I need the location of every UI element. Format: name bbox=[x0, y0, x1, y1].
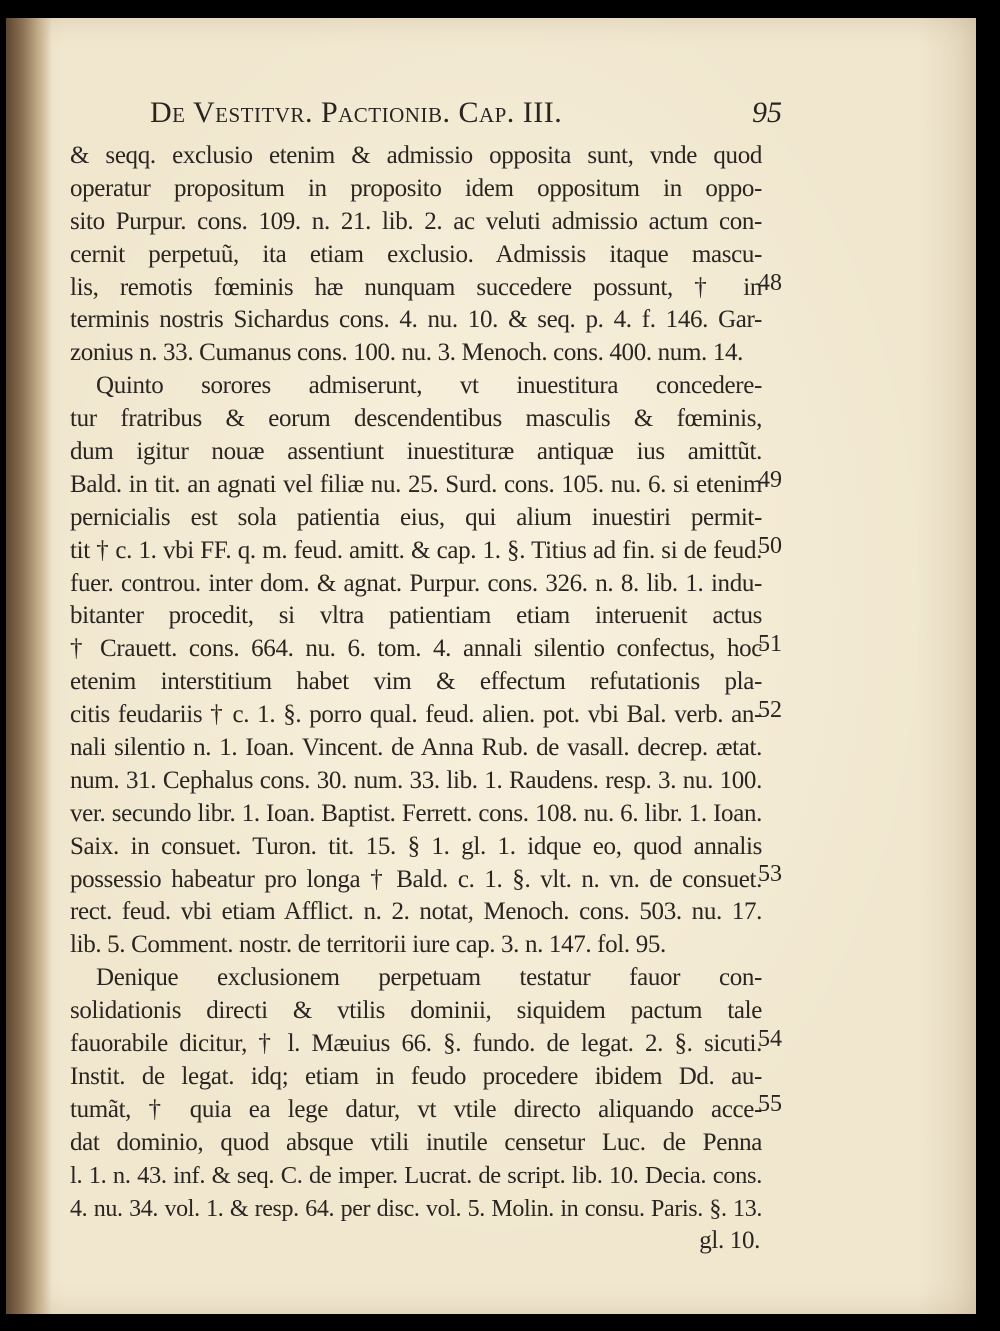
text-line: citis feudariis † c. 1. §. porro qual. feud. alien. pot. vbi Bal. verb. an- bbox=[70, 701, 762, 729]
margin-note: 54 bbox=[758, 1026, 782, 1052]
margin-note: 50 bbox=[758, 533, 782, 559]
text-line: Quinto sorores admiserunt, vt inuestitura concedere- bbox=[96, 372, 762, 400]
text-line: terminis nostris Sichardus cons. 4. nu. 10. & seq. p. 4. f. 146. Gar- bbox=[70, 306, 762, 334]
text-line: Instit. de legat. idq; etiam in feudo procedere ibidem Dd. au- bbox=[70, 1062, 762, 1090]
text-line: solidationis directi & vtilis dominii, siquidem pactum tale bbox=[70, 997, 762, 1025]
text-line: lis, remotis fœminis hæ nunquam succedere possunt, † in bbox=[70, 273, 762, 301]
text-line: lib. 5. Comment. nostr. de territorii iure cap. 3. n. 147. fol. 95. bbox=[70, 931, 666, 959]
book-page bbox=[6, 18, 976, 1314]
text-line: fuer. controu. inter dom. & agnat. Purpur. cons. 326. n. 8. lib. 1. indu- bbox=[70, 569, 762, 597]
text-line: zonius n. 33. Cumanus cons. 100. nu. 3. Menoch. cons. 400. num. 14. bbox=[70, 339, 744, 367]
text-line: dat dominio, quod absque vtili inutile censetur Luc. de Penna bbox=[70, 1128, 762, 1156]
text-line: gl. 10. bbox=[699, 1227, 760, 1255]
text-line: possessio habeatur pro longa † Bald. c. 1. §. vlt. n. vn. de consuet. bbox=[70, 865, 762, 893]
text-line: operatur propositum in proposito idem oppositum in oppo- bbox=[70, 174, 762, 202]
text-line: l. 1. n. 43. inf. & seq. C. de imper. Lucrat. de script. lib. 10. Decia. cons. bbox=[70, 1161, 762, 1189]
text-line: nali silentio n. 1. Ioan. Vincent. de Anna Rub. de vasall. decrep. ætat. bbox=[70, 734, 762, 762]
margin-note: 55 bbox=[758, 1091, 782, 1117]
text-line: num. 31. Cephalus cons. 30. num. 33. lib. 1. Raudens. resp. 3. nu. 100. bbox=[70, 766, 762, 794]
margin-note: 51 bbox=[758, 631, 782, 657]
text-line: dum igitur nouæ assentiunt inuestituræ antiquæ ius amittũt. bbox=[70, 438, 762, 466]
page-number: 95 bbox=[752, 96, 782, 129]
text-line: tur fratribus & eorum descendentibus masculis & fœminis, bbox=[70, 405, 762, 433]
text-line: Bald. in tit. an agnati vel filiæ nu. 25. Surd. cons. 105. nu. 6. si etenim bbox=[70, 470, 762, 498]
text-line: rect. feud. vbi etiam Afflict. n. 2. notat, Menoch. cons. 503. nu. 17. bbox=[70, 898, 762, 926]
text-line: pernicialis est sola patientia eius, qui alium inuestiri permit- bbox=[70, 503, 762, 531]
header-title: De Vestitvr. Pactionib. Cap. III. bbox=[150, 96, 563, 129]
text-line: tit † c. 1. vbi FF. q. m. feud. amitt. & cap. 1. §. Titius ad fin. si de feud. bbox=[70, 536, 762, 564]
text-line: & seqq. exclusio etenim & admissio opposita sunt, vnde quod bbox=[70, 142, 762, 169]
text-line: tumãt, † quia ea lege datur, vt vtile directo aliquando acce- bbox=[70, 1095, 762, 1123]
text-line: sito Purpur. cons. 109. n. 21. lib. 2. ac veluti admissio actum con- bbox=[70, 207, 762, 235]
margin-note: 53 bbox=[758, 861, 782, 887]
margin-note: 48 bbox=[758, 270, 782, 296]
margin-note: 52 bbox=[758, 697, 782, 723]
text-line: fauorabile dicitur, † l. Mæuius 66. §. fundo. de legat. 2. §. sicuti. bbox=[70, 1030, 762, 1058]
text-line: 4. nu. 34. vol. 1. & resp. 64. per disc. vol. 5. Molin. in consu. Paris. §. 13. bbox=[70, 1195, 762, 1222]
running-head bbox=[150, 96, 782, 136]
text-line: † Crauett. cons. 664. nu. 6. tom. 4. annali silentio confectus, hoc bbox=[70, 635, 762, 663]
text-line: Saix. in consuet. Turon. tit. 15. § 1. gl. 1. idque eo, quod annalis bbox=[70, 832, 762, 860]
page-binding-edge bbox=[6, 18, 52, 1314]
margin-note: 49 bbox=[758, 467, 782, 493]
text-line: cernit perpetuũ, ita etiam exclusio. Admissis itaque mascu- bbox=[70, 240, 762, 268]
text-line: Denique exclusionem perpetuam testatur fauor con- bbox=[96, 964, 762, 992]
text-line: etenim interstitium habet vim & effectum refutationis pla- bbox=[70, 668, 762, 696]
text-line: bitanter procedit, si vltra patientiam etiam interuenit actus bbox=[70, 602, 762, 630]
body-text bbox=[70, 140, 762, 1258]
text-line: ver. secundo libr. 1. Ioan. Baptist. Ferrett. cons. 108. nu. 6. libr. 1. Ioan. bbox=[70, 799, 762, 827]
